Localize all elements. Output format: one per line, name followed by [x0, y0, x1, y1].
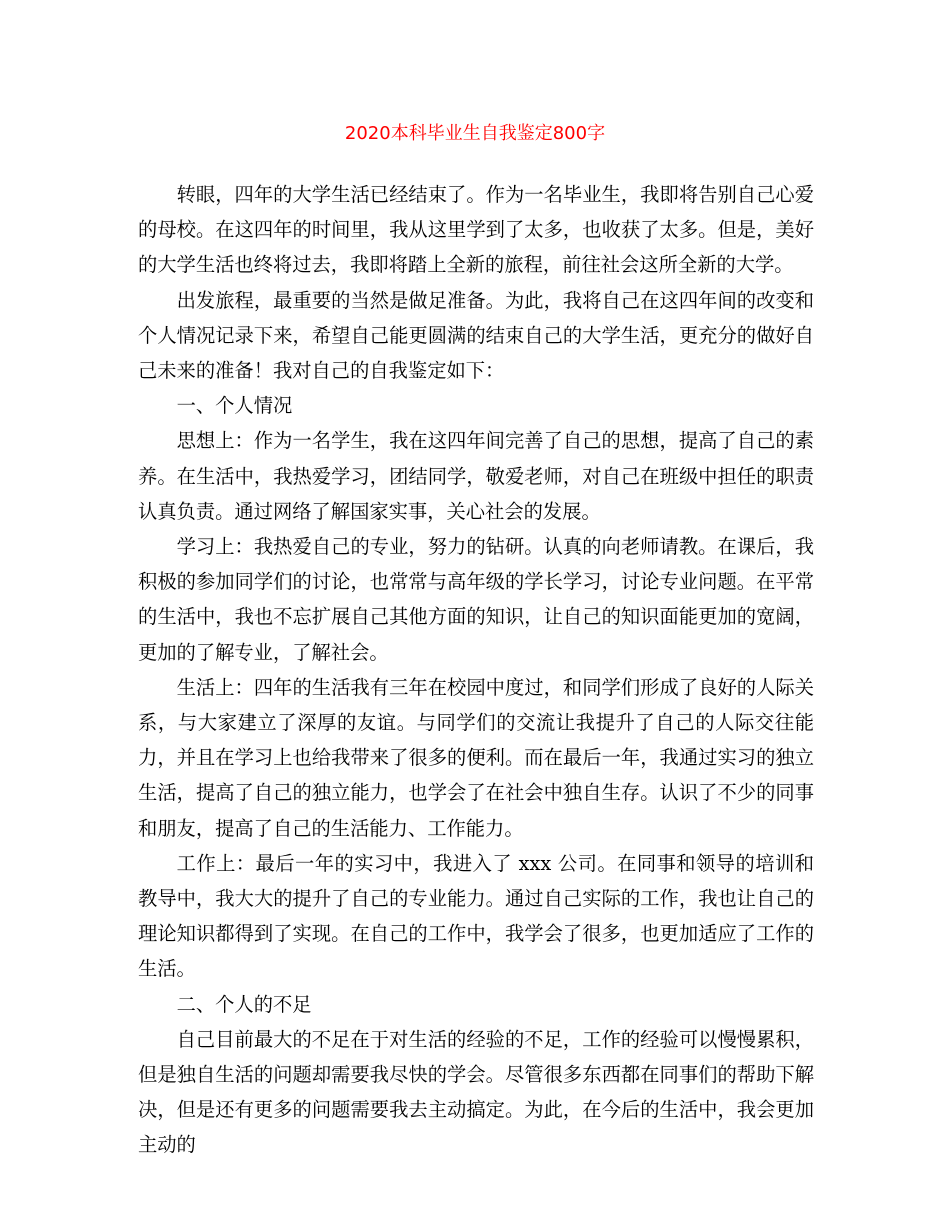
paragraph-intro: 转眼，四年的大学生活已经结束了。作为一名毕业生，我即将告别自己心爱的母校。在这四年的时间里，我从这里学到了太多，也收获了太多。但是，美好的大学生活也终将过去，我即将踏上全新的旅程，前往社会这所全新的大学。 [138, 183, 814, 277]
paragraph-shortcomings: 自己目前最大的不足在于对生活的经验的不足，工作的经验可以慢慢累积，但是独自生活的问题却需要我尽快的学会。尽管很多东西都在同事们的帮助下解决，但是还有更多的问题需要我去主动搞定。为此，在今后的生活中，我会更加主动的 [138, 1027, 814, 1157]
document-title: 2020本科毕业生自我鉴定800字 [344, 123, 606, 144]
document-body [138, 177, 814, 1163]
paragraph-study: 学习上：我热爱自己的专业，努力的钻研。认真的向老师请教。在课后，我积极的参加同学们的讨论，也常常与高年级的学长学习，讨论专业问题。在平常的生活中，我也不忘扩展自己其他方面的知识，让自己的知识面能更加的宽阔，更加的了解专业，了解社会。 [138, 535, 814, 664]
paragraph-preparation: 出发旅程，最重要的当然是做足准备。为此，我将自己在这四年间的改变和个人情况记录下来，希望自己能更圆满的结束自己的大学生活，更充分的做好自己未来的准备！我对自己的自我鉴定如下： [138, 288, 814, 383]
paragraph-work: 工作上：最后一年的实习中，我进入了 xxx 公司。在同事和领导的培训和教导中，我大大的提升了自己的专业能力。通过自己实际的工作，我也让自己的理论知识都得到了实现。在自己的工作中，我学会了很多，也更加适应了工作的生活。 [138, 851, 814, 981]
section-heading-shortcomings: 二、个人的不足 [176, 992, 312, 1016]
section-heading-personal: 一、个人情况 [176, 394, 293, 418]
paragraph-life: 生活上：四年的生活我有三年在校园中度过，和同学们形成了良好的人际关系，与大家建立了深厚的友谊。与同学们的交流让我提升了自己的人际交往能力，并且在学习上也给我带来了很多的便利。而在最后一年，我通过实习的独立生活，提高了自己的独立能力，也学会了在社会中独自生存。认识了不少的同事和朋友，提高了自己的生活能力、工作能力。 [138, 675, 814, 840]
paragraph-thought: 思想上：作为一名学生，我在这四年间完善了自己的思想，提高了自己的素养。在生活中，我热爱学习，团结同学，敬爱老师，对自己在班级中担任的职责认真负责。通过网络了解国家实事，关心社会的发展。 [138, 429, 814, 523]
